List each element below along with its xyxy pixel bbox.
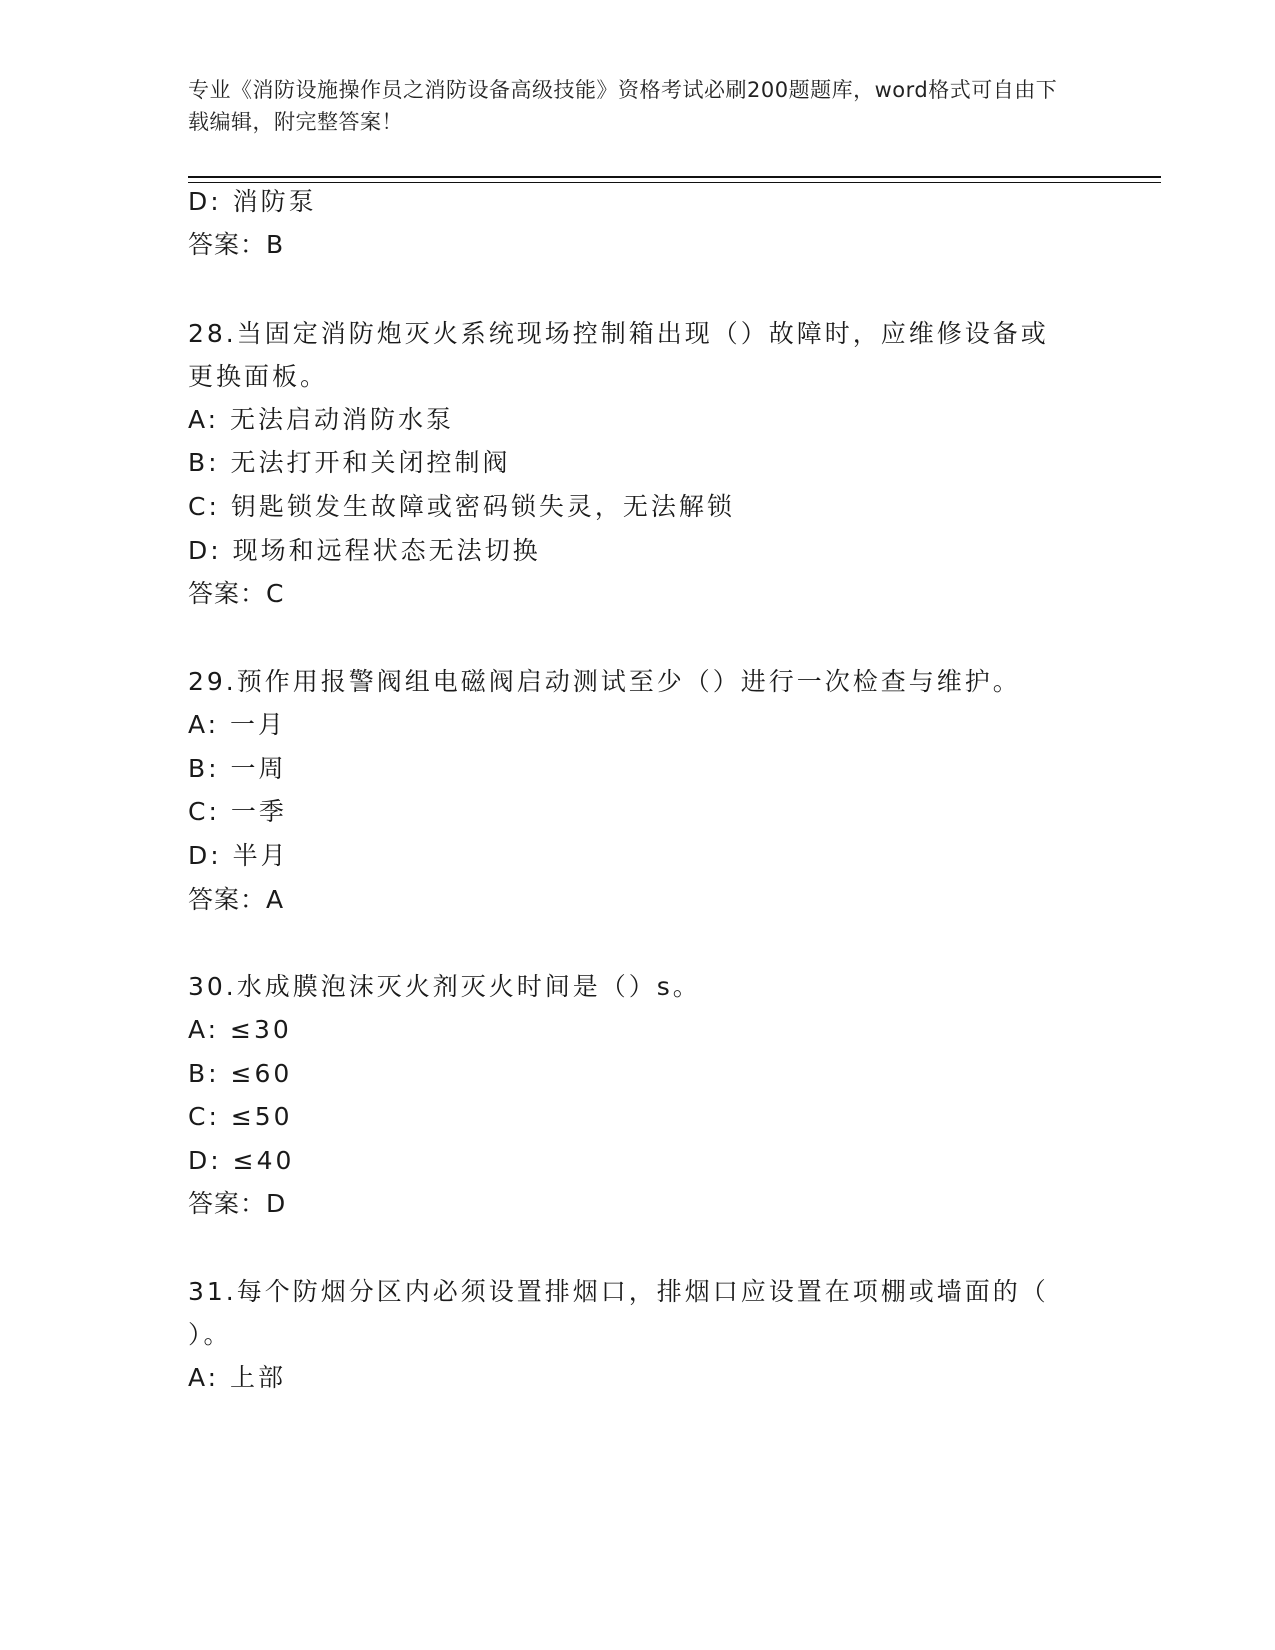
option-a: A: 无法启动消防水泵 bbox=[188, 405, 455, 434]
question-stem: 28.当固定消防炮灭火系统现场控制箱出现（）故障时，应维修设备或 bbox=[188, 319, 1049, 348]
header-rule-thick bbox=[188, 176, 1161, 178]
option-b: B: 一周 bbox=[188, 754, 287, 783]
question-stem: 30.水成膜泡沫灭火剂灭火时间是（）s。 bbox=[188, 972, 701, 1001]
option-b: B: ≤60 bbox=[188, 1059, 293, 1088]
question-stem: 31.每个防烟分区内必须设置排烟口，排烟口应设置在项棚或墙面的（ bbox=[188, 1277, 1049, 1306]
question-stem-cont: 更换面板。 bbox=[188, 362, 329, 391]
answer-line: 答案：B bbox=[188, 230, 285, 259]
answer-line: 答案：D bbox=[188, 1189, 287, 1218]
option-a: A: 上部 bbox=[188, 1363, 287, 1392]
option-a: A: ≤30 bbox=[188, 1015, 292, 1044]
option-b: B: 无法打开和关闭控制阀 bbox=[188, 448, 511, 477]
option-d: D: ≤40 bbox=[188, 1146, 295, 1175]
header-rule-thin bbox=[188, 182, 1161, 183]
option-c: C: 钥匙锁发生故障或密码锁失灵，无法解锁 bbox=[188, 492, 735, 521]
option-c: C: 一季 bbox=[188, 797, 287, 826]
option-d: D: 现场和远程状态无法切换 bbox=[188, 536, 541, 565]
question-stem-cont: ）。 bbox=[188, 1320, 232, 1349]
option-d: D: 消防泵 bbox=[188, 187, 317, 216]
option-d: D: 半月 bbox=[188, 841, 289, 870]
option-c: C: ≤50 bbox=[188, 1102, 293, 1131]
answer-line: 答案：C bbox=[188, 579, 285, 608]
answer-line: 答案：A bbox=[188, 885, 285, 914]
option-a: A: 一月 bbox=[188, 710, 287, 739]
document-header: 专业《消防设施操作员之消防设备高级技能》资格考试必刷200题题库，word格式可自由下载编辑，附完整答案！ bbox=[188, 78, 1058, 134]
question-stem: 29.预作用报警阀组电磁阀启动测试至少（）进行一次检查与维护。 bbox=[188, 667, 1021, 696]
